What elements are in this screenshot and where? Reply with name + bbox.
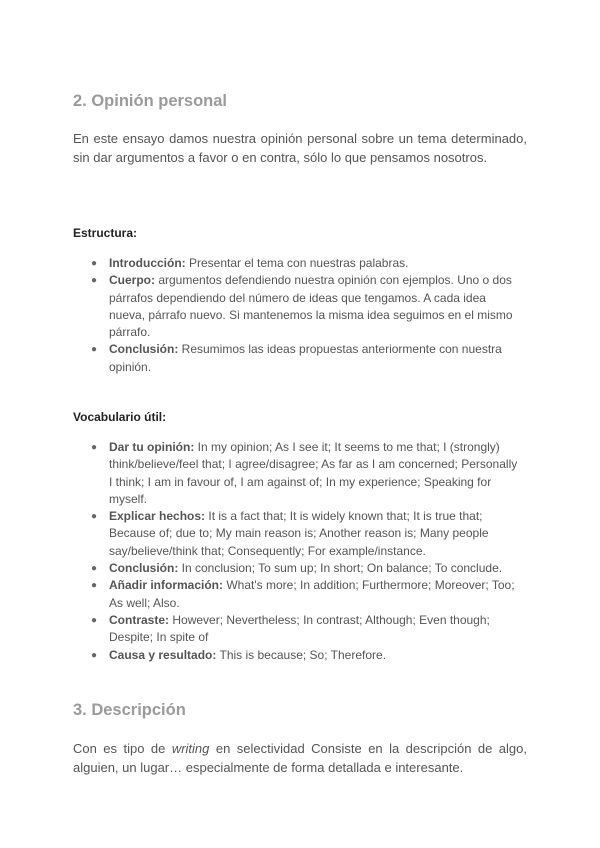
bullet-icon: ● bbox=[91, 614, 98, 626]
section-3-heading: 3. Descripción bbox=[73, 701, 186, 719]
list-item: ● Conclusión: Resumimos las ideas propuestas anteriormente con nuestra opinión. bbox=[91, 342, 502, 374]
bullet-icon: ● bbox=[91, 511, 98, 523]
bullet-icon: ● bbox=[91, 344, 98, 356]
bullet-icon: ● bbox=[91, 442, 98, 453]
structure-list bbox=[73, 255, 523, 376]
bullet-icon: ● bbox=[91, 275, 98, 287]
section-2-heading: 2. Opinión personal bbox=[73, 92, 228, 110]
list-item: ● Contraste: However; Nevertheless; In contrast; Although; Even though; Despite; In spite of bbox=[91, 612, 490, 645]
list-item: ● Causa y resultado: This is because; So; Therefore. bbox=[73, 647, 523, 664]
list-item: ● Introducción: Presentar el tema con nuestras palabras. bbox=[73, 255, 523, 272]
list-item: ● Añadir información: What's more; In addition; Furthermore; Moreover; Too; As well; Also. bbox=[91, 578, 515, 610]
bullet-icon: ● bbox=[91, 649, 98, 661]
bullet-icon: ● bbox=[91, 258, 98, 269]
section-2-intro: En este ensayo damos nuestra opinión personal sobre un tema determinado, sin dar argumentos a favor o en contra, sólo lo que pensamos nosotros. bbox=[73, 131, 527, 165]
vocab-list bbox=[73, 439, 523, 664]
list-item: ● Explicar hechos: It is a fact that; It is widely known that; It is true that; Because of; due to; My main reason is; Another reason is; Many people say/believe/think that; Consequently; For example/instance. bbox=[91, 509, 489, 558]
vocab-label: Vocabulario útil: bbox=[73, 410, 167, 424]
bullet-icon: ● bbox=[91, 563, 98, 575]
list-item: ● Conclusión: In conclusion; To sum up; In short; On balance; To conclude. bbox=[73, 560, 523, 577]
section-3-intro: Con es tipo de writing en selectividad Consiste en la descripción de algo, alguien, un lugar… especialmente de forma detallada e interesante. bbox=[73, 741, 527, 775]
structure-label: Estructura: bbox=[73, 226, 138, 240]
list-item: ● Dar tu opinión: In my opinion; As I see it; It seems to me that; I (strongly) think/believe/feel that; I agree/disagree; As far as I am concerned; Personally I think; I am in favour of, I am against of; In my experience; Speaking for myself. bbox=[91, 440, 518, 506]
list-item: ● Cuerpo: argumentos defendiendo nuestra opinión con ejemplos. Uno o dos párrafos dependiendo del número de ideas que tengamos. A cada idea nueva, párrafo nuevo. Si mantenemos la misma idea seguimos en el mismo párrafo. bbox=[91, 273, 513, 340]
bullet-icon: ● bbox=[91, 580, 98, 592]
